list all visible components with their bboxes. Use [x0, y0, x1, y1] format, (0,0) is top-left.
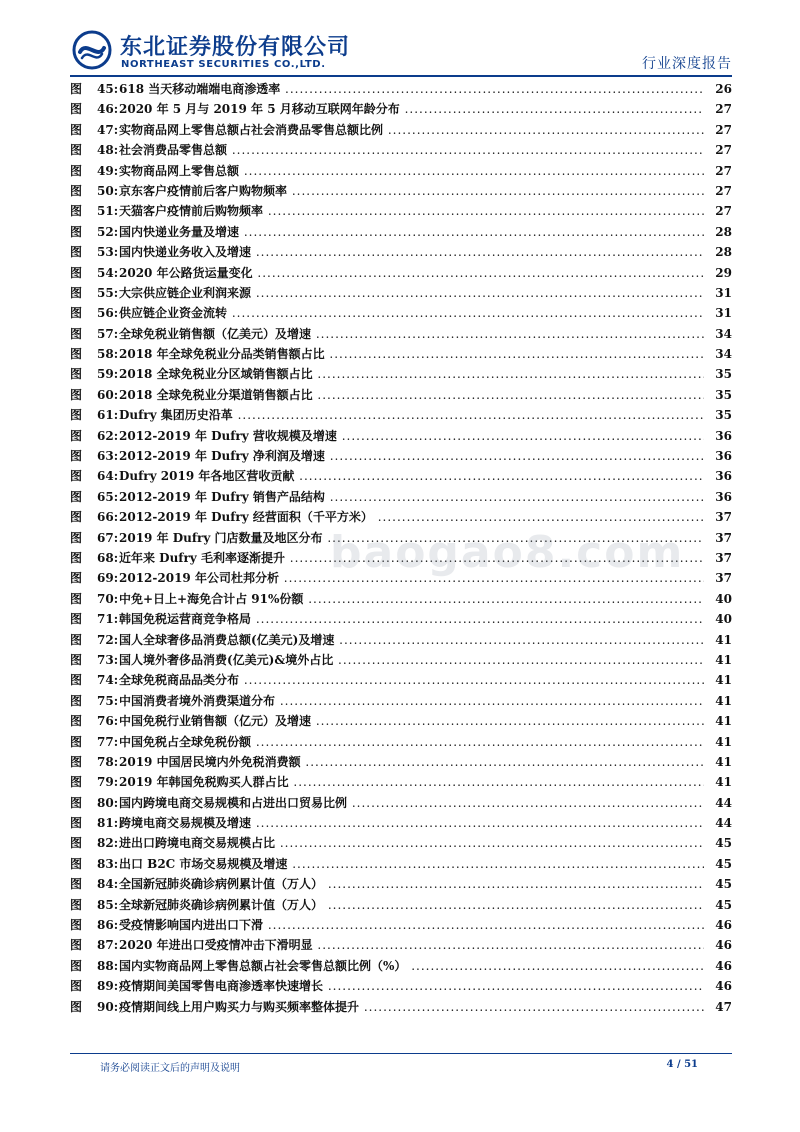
toc-entry-label: 图	[70, 612, 83, 627]
toc-entry[interactable]	[70, 854, 732, 874]
toc-entry-page: 36	[706, 426, 732, 446]
toc-entry-title: 天猫客户疫情前后购物频率 .....	[119, 201, 704, 221]
toc-entry-page: 45	[706, 854, 732, 874]
toc-entry-title: 全球免税商品品类分布 .....	[119, 670, 704, 690]
toc-entry-page: 27	[706, 201, 732, 221]
toc-entry[interactable]	[70, 222, 732, 242]
toc-entry-label: 图	[70, 306, 83, 321]
toc-entry-page: 27	[706, 181, 732, 201]
toc-entry-number: 75:	[97, 693, 119, 708]
toc-entry[interactable]	[70, 589, 732, 609]
toc-entry-page: 47	[706, 997, 732, 1017]
toc-entry-title: 实物商品网上零售总额 .....	[119, 161, 704, 181]
toc-entry-title: 2019 年 Dufry 门店数量及地区分布 .....	[119, 528, 704, 548]
toc-entry-label: 图	[70, 245, 83, 260]
toc-entry-title: 2012-2019 年 Dufry 经营面积（千平方米） .....	[119, 507, 704, 527]
toc-entry-number: 48:	[97, 143, 119, 158]
toc-entry-title: 近年来 Dufry 毛利率逐渐提升 .....	[119, 548, 704, 568]
toc-entry[interactable]	[70, 670, 732, 690]
toc-entry[interactable]	[70, 772, 732, 792]
toc-entry-label: 图	[70, 877, 83, 892]
toc-entry-title: 2018 全球免税业分渠道销售额占比 .....	[119, 385, 704, 405]
toc-entry-title: Dufry 集团历史沿革 .....	[119, 405, 704, 425]
toc-entry[interactable]	[70, 833, 732, 853]
toc-entry-number: 85:	[97, 897, 119, 912]
toc-entry-title: 2018 年全球免税业分品类销售额占比 .....	[119, 344, 704, 364]
toc-entry-number: 90:	[97, 999, 119, 1014]
toc-entry-number: 62:	[97, 428, 119, 443]
toc-entry-title: 2012-2019 年 Dufry 销售产品结构 .....	[119, 487, 704, 507]
toc-entry-number: 86:	[97, 918, 119, 933]
toc-entry-title: 2020 年公路货运量变化 .....	[119, 263, 704, 283]
toc-entry-title: 2012-2019 年 Dufry 净利润及增速 .....	[119, 446, 704, 466]
toc-entry-page: 46	[706, 915, 732, 935]
toc-entry-number: 51:	[97, 204, 119, 219]
toc-entry-label: 图	[70, 550, 83, 565]
toc-entry[interactable]	[70, 140, 732, 160]
toc-entry-page: 46	[706, 935, 732, 955]
toc-entry[interactable]	[70, 650, 732, 670]
toc-entry[interactable]	[70, 507, 732, 527]
toc-entry-page: 45	[706, 874, 732, 894]
toc-entry-label: 图	[70, 204, 83, 219]
toc-entry-number: 63:	[97, 449, 119, 464]
toc-entry-number: 69:	[97, 571, 119, 586]
toc-entry[interactable]	[70, 120, 732, 140]
toc-entry-title: 2012-2019 年 Dufry 营收规模及增速 .....	[119, 426, 704, 446]
toc-entry-page: 37	[706, 528, 732, 548]
toc-entry[interactable]	[70, 997, 732, 1017]
toc-entry[interactable]	[70, 874, 732, 894]
toc-entry-number: 50:	[97, 183, 119, 198]
toc-entry-title: 全球新冠肺炎确诊病例累计值（万人） .....	[119, 895, 704, 915]
toc-entry-number: 89:	[97, 979, 119, 994]
toc-entry-title: 国内快递业务收入及增速 .....	[119, 242, 704, 262]
toc-entry-number: 64:	[97, 469, 119, 484]
toc-entry-page: 37	[706, 568, 732, 588]
toc-entry[interactable]	[70, 466, 732, 486]
toc-entry-page: 45	[706, 895, 732, 915]
toc-entry-label: 图	[70, 938, 83, 953]
toc-entry-number: 68:	[97, 550, 119, 565]
watermark: baogao8.com	[330, 527, 685, 578]
toc-entry-title: 供应链企业资金流转 .....	[119, 303, 704, 323]
toc-entry-page: 46	[706, 956, 732, 976]
toc-entry[interactable]	[70, 344, 732, 364]
toc-entry-title: 全国新冠肺炎确诊病例累计值（万人） .....	[119, 874, 704, 894]
toc-entry-label: 图	[70, 591, 83, 606]
toc-entry-label: 图	[70, 469, 83, 484]
toc-entry-page: 36	[706, 487, 732, 507]
toc-entry-label: 图	[70, 326, 83, 341]
toc-entry[interactable]	[70, 813, 732, 833]
toc-entry-title: 2019 年韩国免税购买人群占比 .....	[119, 772, 704, 792]
toc-entry-page: 41	[706, 630, 732, 650]
toc-entry[interactable]	[70, 976, 732, 996]
toc-entry-title: 国内跨境电商交易规模和占进出口贸易比例 .....	[119, 793, 704, 813]
toc-entry-label: 图	[70, 449, 83, 464]
toc-entry-number: 45:	[97, 82, 119, 96]
toc-entry-page: 28	[706, 242, 732, 262]
toc-entry[interactable]	[70, 405, 732, 425]
toc-entry-page: 41	[706, 752, 732, 772]
toc-entry[interactable]	[70, 711, 732, 731]
toc-entry-page: 36	[706, 466, 732, 486]
company-logo-icon	[72, 30, 112, 70]
toc-entry[interactable]	[70, 161, 732, 181]
toc-entry-title: 618 当天移动端端电商渗透率 .....	[119, 79, 704, 99]
toc-entry[interactable]	[70, 895, 732, 915]
toc-entry-title: 韩国免税运营商竞争格局 .....	[119, 609, 704, 629]
toc-entry-number: 81:	[97, 816, 119, 831]
toc-entry-label: 图	[70, 714, 83, 729]
toc-entry-title: 2018 全球免税业分区域销售额占比 .....	[119, 364, 704, 384]
toc-entry-page: 36	[706, 446, 732, 466]
toc-entry-label: 图	[70, 387, 83, 402]
toc-entry-label: 图	[70, 734, 83, 749]
toc-entry-number: 83:	[97, 856, 119, 871]
toc-entry-number: 80:	[97, 795, 119, 810]
page-number: 4 / 51	[666, 1059, 698, 1070]
toc-entry-page: 27	[706, 120, 732, 140]
toc-entry-label: 图	[70, 632, 83, 647]
toc-entry-page: 31	[706, 303, 732, 323]
toc-entry-number: 70:	[97, 591, 119, 606]
toc-entry[interactable]	[70, 242, 732, 262]
toc-entry-label: 图	[70, 673, 83, 688]
toc-entry[interactable]	[70, 201, 732, 221]
header-divider	[70, 75, 732, 77]
toc-entry-page: 27	[706, 99, 732, 119]
toc-entry-page: 41	[706, 772, 732, 792]
toc-entry-page: 40	[706, 589, 732, 609]
toc-entry-title: Dufry 2019 年各地区营收贡献 .....	[119, 466, 704, 486]
toc-entry-page: 41	[706, 691, 732, 711]
toc-entry-label: 图	[70, 408, 83, 423]
toc-entry-label: 图	[70, 897, 83, 912]
toc-entry-title: 出口 B2C 市场交易规模及增速 .....	[119, 854, 704, 874]
toc-entry-page: 29	[706, 263, 732, 283]
toc-entry-number: 77:	[97, 734, 119, 749]
toc-entry-title: 国内实物商品网上零售总额占社会零售总额比例（%） .....	[119, 956, 704, 976]
toc-entry[interactable]	[70, 79, 732, 99]
toc-entry-label: 图	[70, 224, 83, 239]
toc-entry-title: 国人全球奢侈品消费总额(亿美元)及增速 .....	[119, 630, 704, 650]
toc-entry-page: 40	[706, 609, 732, 629]
toc-entry[interactable]	[70, 263, 732, 283]
toc-entry-page: 45	[706, 833, 732, 853]
toc-entry-label: 图	[70, 836, 83, 851]
toc-entry-title: 2020 年 5 月与 2019 年 5 月移动互联网年龄分布 .....	[119, 99, 704, 119]
toc-entry-number: 54:	[97, 265, 119, 280]
toc-entry-label: 图	[70, 775, 83, 790]
toc-entry[interactable]	[70, 385, 732, 405]
toc-entry-label: 图	[70, 652, 83, 667]
toc-entry-number: 58:	[97, 347, 119, 362]
toc-entry-number: 82:	[97, 836, 119, 851]
toc-entry-number: 84:	[97, 877, 119, 892]
toc-entry-title: 全球免税业销售额（亿美元）及增速 .....	[119, 324, 704, 344]
toc-entry-page: 37	[706, 548, 732, 568]
toc-entry[interactable]	[70, 630, 732, 650]
toc-entry-title: 社会消费品零售总额 .....	[119, 140, 704, 160]
toc-entry[interactable]	[70, 609, 732, 629]
toc-entry[interactable]	[70, 426, 732, 446]
toc-entry-title: 中国免税占全球免税份额 .....	[119, 732, 704, 752]
toc-entry-page: 37	[706, 507, 732, 527]
toc-entry-title: 跨境电商交易规模及增速 .....	[119, 813, 704, 833]
toc-entry[interactable]	[70, 732, 732, 752]
toc-entry-label: 图	[70, 163, 83, 178]
toc-entry[interactable]	[70, 691, 732, 711]
toc-entry-page: 35	[706, 405, 732, 425]
toc-entry-label: 图	[70, 143, 83, 158]
toc-entry-title: 中免+日上+海免合计占 91%份额 .....	[119, 589, 704, 609]
toc-entry-page: 41	[706, 711, 732, 731]
toc-entry-page: 27	[706, 140, 732, 160]
toc-entry-title: 受疫情影响国内进出口下滑 .....	[119, 915, 704, 935]
toc-entry-title: 2012-2019 年公司杜邦分析 .....	[119, 568, 704, 588]
toc-entry-title: 京东客户疫情前后客户购物频率 .....	[119, 181, 704, 201]
toc-entry-label: 图	[70, 856, 83, 871]
toc-entry-title: 国内快递业务量及增速 .....	[119, 222, 704, 242]
toc-entry-label: 图	[70, 816, 83, 831]
toc-entry-title: 疫情期间美国零售电商渗透率快速增长 .....	[119, 976, 704, 996]
toc-entry-title: 进出口跨境电商交易规模占比 .....	[119, 833, 704, 853]
toc-entry-title: 2019 中国居民境内外免税消费额 .....	[119, 752, 704, 772]
toc-entry-number: 78:	[97, 754, 119, 769]
toc-entry-number: 60:	[97, 387, 119, 402]
toc-entry-label: 图	[70, 122, 83, 137]
toc-entry-number: 67:	[97, 530, 119, 545]
toc-entry-label: 图	[70, 265, 83, 280]
company-name-en: NORTHEAST SECURITIES CO.,LTD.	[121, 59, 326, 70]
toc-entry-number: 52:	[97, 224, 119, 239]
toc-entry-number: 55:	[97, 285, 119, 300]
page-header	[70, 26, 732, 76]
toc-entry-number: 61:	[97, 408, 119, 423]
toc-entry-page: 34	[706, 324, 732, 344]
toc-entry-label: 图	[70, 510, 83, 525]
toc-entry-number: 53:	[97, 245, 119, 260]
toc-entry-number: 49:	[97, 163, 119, 178]
toc-entry-page: 31	[706, 283, 732, 303]
toc-entry-label: 图	[70, 367, 83, 382]
toc-entry-number: 71:	[97, 612, 119, 627]
toc-entry-page: 35	[706, 364, 732, 384]
toc-entry-number: 57:	[97, 326, 119, 341]
toc-entry-number: 56:	[97, 306, 119, 321]
toc-entry[interactable]	[70, 915, 732, 935]
toc-entry[interactable]	[70, 935, 732, 955]
toc-entry-label: 图	[70, 958, 83, 973]
toc-entry-label: 图	[70, 428, 83, 443]
toc-entry-label: 图	[70, 285, 83, 300]
toc-entry-label: 图	[70, 795, 83, 810]
toc-entry-title: 国人境外奢侈品消费(亿美元)&境外占比 .....	[119, 650, 704, 670]
toc-entry[interactable]	[70, 283, 732, 303]
footer-divider	[70, 1053, 732, 1054]
toc-entry-label: 图	[70, 530, 83, 545]
toc-entry-number: 47:	[97, 122, 119, 137]
toc-entry-page: 27	[706, 161, 732, 181]
toc-entry-page: 34	[706, 344, 732, 364]
toc-entry-page: 44	[706, 793, 732, 813]
toc-entry-label: 图	[70, 102, 83, 117]
toc-entry-number: 59:	[97, 367, 119, 382]
toc-entry-title: 中国免税行业销售额（亿元）及增速 .....	[119, 711, 704, 731]
report-type: 行业深度报告	[642, 56, 732, 72]
toc-entry-number: 88:	[97, 958, 119, 973]
toc-entry-page: 41	[706, 670, 732, 690]
toc-entry[interactable]	[70, 956, 732, 976]
toc-entry-label: 图	[70, 489, 83, 504]
toc-entry-number: 74:	[97, 673, 119, 688]
toc-entry-label: 图	[70, 183, 83, 198]
toc-entry-label: 图	[70, 918, 83, 933]
toc-entry[interactable]	[70, 324, 732, 344]
toc-entry-title: 大宗供应链企业利润来源 .....	[119, 283, 704, 303]
toc-entry-label: 图	[70, 979, 83, 994]
toc-entry-title: 2020 年进出口受疫情冲击下滑明显 .....	[119, 935, 704, 955]
company-name-cn: 东北证券股份有限公司	[120, 35, 351, 60]
toc-entry-number: 72:	[97, 632, 119, 647]
toc-entry-number: 46:	[97, 102, 119, 117]
toc-entry-label: 图	[70, 754, 83, 769]
toc-entry-title: 实物商品网上零售总额占社会消费品零售总额比例 .....	[119, 120, 704, 140]
toc-entry-number: 65:	[97, 489, 119, 504]
toc-entry-number: 66:	[97, 510, 119, 525]
toc-entry-label: 图	[70, 571, 83, 586]
toc-entry-number: 87:	[97, 938, 119, 953]
toc-entry[interactable]	[70, 752, 732, 772]
toc-entry-page: 46	[706, 976, 732, 996]
toc-entry[interactable]	[70, 181, 732, 201]
toc-entry-page: 41	[706, 732, 732, 752]
toc-entry-label: 图	[70, 82, 83, 96]
toc-entry-number: 73:	[97, 652, 119, 667]
toc-entry[interactable]	[70, 303, 732, 323]
toc-entry[interactable]	[70, 364, 732, 384]
toc-entry[interactable]	[70, 487, 732, 507]
toc-entry-page: 44	[706, 813, 732, 833]
toc-entry-label: 图	[70, 347, 83, 362]
toc-entry-label: 图	[70, 693, 83, 708]
toc-entry-title: 疫情期间线上用户购买力与购买频率整体提升 .....	[119, 997, 704, 1017]
toc-entry-number: 79:	[97, 775, 119, 790]
toc-entry-title: 中国消费者境外消费渠道分布 .....	[119, 691, 704, 711]
toc-entry-page: 35	[706, 385, 732, 405]
toc-entry-number: 76:	[97, 714, 119, 729]
toc-entry[interactable]	[70, 99, 732, 119]
toc-entry-page: 41	[706, 650, 732, 670]
toc-entry[interactable]	[70, 446, 732, 466]
disclaimer-note: 请务必阅读正文后的声明及说明	[100, 1063, 240, 1074]
toc-entry-page: 28	[706, 222, 732, 242]
toc-entry-page: 26	[706, 79, 732, 99]
toc-entry-label: 图	[70, 999, 83, 1014]
toc-entry[interactable]	[70, 793, 732, 813]
